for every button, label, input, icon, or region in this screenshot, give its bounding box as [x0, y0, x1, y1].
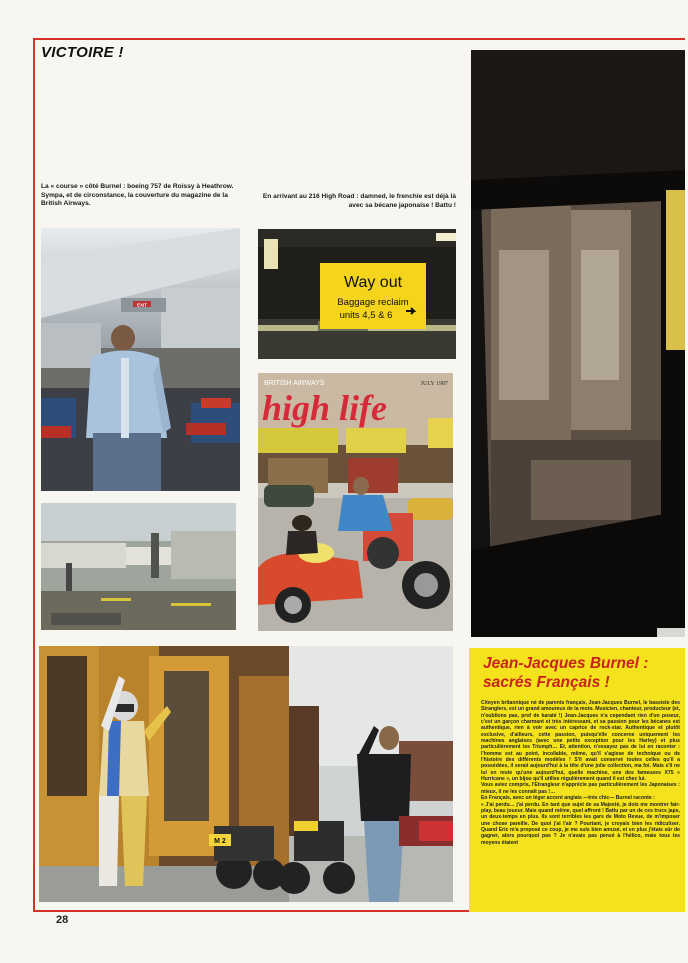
- sidebar-paragraph: Vous aviez compris, l'Etrangleur n'apprécie pas particulièrement les Japonaises : mieux, il ne les connaît pas !…: [481, 782, 680, 795]
- bike-plate-text: M 2: [214, 838, 226, 845]
- sidebar-heading-line1: Jean-Jacques Burnel :: [483, 655, 649, 672]
- plane-exit-sign: EXIT: [136, 302, 148, 308]
- sidebar-paragraph: « J'ai perdu… j'ai perdu. En tant que sujet de sa Majesté, je dois me montrer fair-play, beau joueur. Mais quand même, quel affront ! Battu par un de ces trucs japs, un deux-temps en plus. Ils sont terribles les gars de Moto Revue, de m'imposer une chose pareille. De quoi j'ai l'air ? Pourtant, je croyais bien les ridiculiser. Quand Eric m'a proposé ce coup, je me suis bien amusé, et en plus j'étais sûr de gagner, alors pourquoi pas ? Je n'avais pas pensé à l'hélico, mais tous les moyens étaient: [481, 801, 680, 846]
- photo-plane-interior: [41, 228, 240, 491]
- photo-taxi-window: [471, 50, 685, 637]
- sidebar-heading: [483, 654, 683, 692]
- sign-baggage-reclaim: Baggage reclaim: [337, 297, 409, 308]
- magazine-brand: BRITISH AIRWAYS: [264, 380, 325, 387]
- sidebar-box: [469, 648, 685, 912]
- sidebar-body: [481, 700, 680, 846]
- frame-top-line: [33, 38, 685, 40]
- magazine-title: high life: [262, 388, 388, 428]
- photo-airport-jetways: [41, 503, 236, 630]
- photo-street-storefront: [39, 646, 453, 902]
- sign-units: units 4,5 & 6: [339, 310, 393, 321]
- sign-way-out: Way out: [343, 274, 403, 291]
- sidebar-heading-line2: sacrés Français !: [483, 674, 610, 691]
- caption-right: En arrivant au 216 High Road : damned, le frenchie est déjà là avec sa bécane japonaise ! Battu !: [262, 193, 456, 209]
- sidebar-paragraph: En Français, avec un léger accent anglais —très chic— Burnel raconte :: [481, 795, 655, 802]
- page-title: VICTOIRE !: [41, 44, 124, 61]
- photo-highlife-magazine: [258, 373, 453, 631]
- magazine-date: JULY 1987: [420, 381, 448, 387]
- photo-way-out-sign: [258, 229, 456, 359]
- caption-left: La « course » côté Burnel : boeing 757 de Roissy à Heathrow. Sympa, et de circonstance, la couverture du magazine de la British Airways.: [41, 183, 234, 208]
- sidebar-paragraph: Citoyen britannique né de parents français, Jean-Jacques Burnel, le bassiste des Stranglers, est un grand amoureux de la moto. Musicien, chanteur, producteur (et, n'oublions pas, prof de karaté !) Jean-Jacques n'a cependant rien d'un poseur, c'est un garçon charmant et très intéressant, et sa passion pour les bécanes est authentique, rien à voir avec un caprice de rock-star. Authentique et plutôt exclusive, d'ailleurs, cette passion, puisqu'elle concerne uniquement les machines anglaises (avec une petite exception pour les Harley) et plus particulièrement les Triumph… Et, attention, n'essayez pas de lui en raconter : l'homme est au point, incollable, même, qu'il s'agisse de technique ou de l'histoire des différents modèles ! S'il avait conservé toutes celles qu'il a possédées, il serait aujourd'hui à la tête d'une jolie collection, ma foi. Mais s'il ne lui en reste qu'une aujourd'hui, quelle machine, une des fameuses X75 « Hurricane », un bijou qu'il utilise régulièrement quand il est chez lui.: [481, 700, 680, 783]
- frame-left-line: [33, 38, 35, 912]
- page-number: 28: [56, 914, 69, 926]
